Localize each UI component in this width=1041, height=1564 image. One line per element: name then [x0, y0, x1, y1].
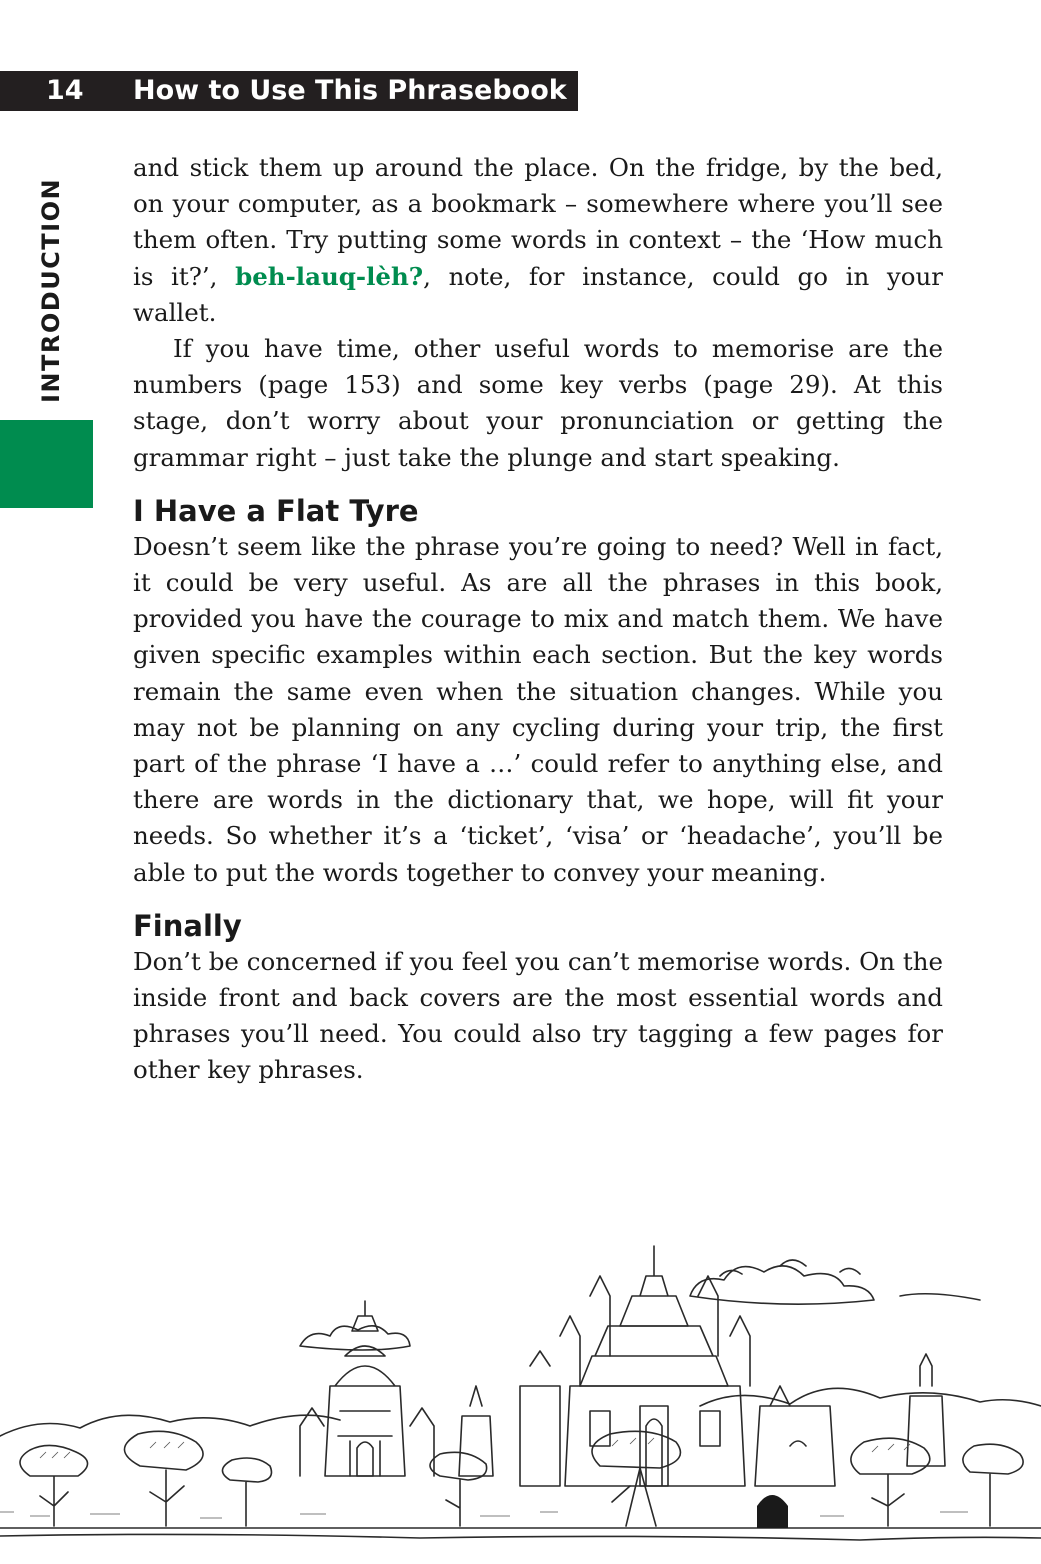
paragraph-1-text-a: and stick them up around the place. On the fridge, by the bed, on your computer, as a bookmark – somewhere where you’ll see them often. Try putting some words in context – the ‘How much is it?’,	[133, 153, 943, 291]
page-number: 14	[46, 75, 84, 106]
section-heading-finally: Finally	[133, 908, 242, 943]
section-side-label: INTRODUCTION	[37, 177, 65, 403]
page-body	[133, 150, 943, 1089]
paragraph-1	[133, 150, 943, 331]
chapter-title: How to Use This Phrasebook	[133, 75, 567, 106]
running-header	[0, 71, 578, 111]
section-tab-marker	[0, 420, 93, 508]
burmese-phrase: beh-lauq-lèh?	[235, 261, 424, 291]
section-heading-flat-tyre: I Have a Flat Tyre	[133, 493, 419, 528]
section-text-finally: Don’t be concerned if you feel you can’t memorise words. On the inside front and back covers are the most essential words and phrases you’ll need. You could also try tagging a few pages for other key phrases.	[133, 946, 943, 1085]
temple-landscape-illustration	[0, 1236, 1041, 1564]
paragraph-1-text-b: , note, for instance, could go in your wallet.	[133, 261, 943, 327]
paragraph-2: If you have time, other useful words to memorise are the numbers (page 153) and some key verbs (page 29). At this stage, don’t worry about your pronunciation or getting the grammar right – just take the plunge and start speaking.	[133, 334, 943, 472]
section-text-flat-tyre: Doesn’t seem like the phrase you’re going to need? Well in fact, it could be very useful. As are all the phrases in this book, provided you have the courage to mix and match them. We have given specific examples within each section. But the key words remain the same even when the situation changes. While you may not be planning on any cycling during your trip, the first part of the phrase ‘I have a …’ could refer to anything else, and there are words in the dictionary that, we hope, will fit your needs. So whether it’s a ‘ticket’, ‘visa’ or ‘headache’, you’ll be able to put the words together to convey your meaning.	[133, 531, 943, 887]
